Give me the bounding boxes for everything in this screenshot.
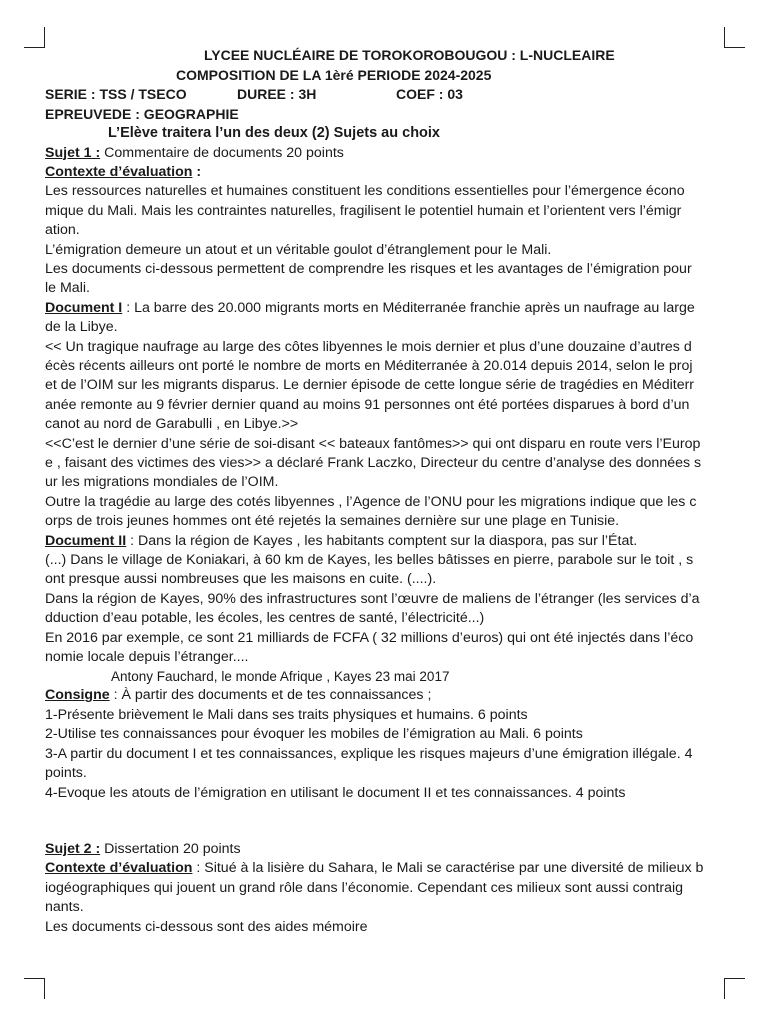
text-line: canot au nord de Garabulli , en Libye.>> bbox=[45, 416, 299, 433]
sujet1-contexte-heading: Contexte d’évaluation : bbox=[45, 163, 202, 180]
crop-mark-top-right bbox=[724, 27, 745, 48]
contexte-label: Contexte d’évaluation bbox=[45, 860, 193, 877]
text-line: Les documents ci-dessous sont des aides mémoire bbox=[45, 918, 368, 935]
question-line: 4-Evoque les atouts de l’émigration en utilisant le document II et tes connaissances. 4 points bbox=[45, 784, 626, 801]
text-line: e , faisant des victimes des vies>> a déclaré Frank Laczko, Directeur du centre d’analyse des données s bbox=[45, 455, 702, 471]
text-line: (...) Dans le village de Koniakari, à 60 km de Kayes, les belles bâtisses en pierre, parabole sur le toit , s bbox=[45, 552, 694, 569]
document1-heading: Document I : La barre des 20.000 migrants morts en Méditerranée franchie après un naufrage au large bbox=[45, 299, 695, 316]
text-line: mique du Mali. Mais les contraintes naturelles, fragilisent le potentiel humain et l’orientent vers l’émigr bbox=[45, 202, 682, 219]
serie-label: SERIE : TSS / TSECO bbox=[45, 86, 187, 102]
text-line: dduction d’eau potable, les écoles, les centres de santé, l’électricité...) bbox=[45, 610, 485, 627]
text-line: Les ressources naturelles et humaines constituent les conditions essentielles pour l’émergence écono bbox=[45, 183, 685, 200]
sujet2-title: Dissertation 20 points bbox=[100, 840, 241, 857]
text-line: Dans la région de Kayes, 90% des infrastructures sont l’œuvre de maliens de l’étranger (les services d’a bbox=[45, 590, 700, 607]
text-line: nomie locale depuis l’étranger.... bbox=[45, 649, 249, 666]
text-line: iogéographiques qui jouent un grand rôle dans l’économie. Cependant ces milieux sont aussi contraig bbox=[45, 879, 684, 896]
crop-mark-bottom-left bbox=[24, 978, 45, 999]
sujet1-label: Sujet 1 : bbox=[45, 144, 101, 161]
document2-source: Antony Fauchard, le monde Afrique , Kayes 23 mai 2017 bbox=[111, 669, 450, 685]
question-line: 2-Utilise tes connaissances pour évoquer les mobiles de l’émigration au Mali. 6 points bbox=[45, 726, 583, 743]
sujet2-contexte-line: Contexte d’évaluation : Situé à la lisière du Sahara, le Mali se caractérise par une diversité de milieux b bbox=[45, 860, 704, 877]
question-line: 1-Présente brièvement le Mali dans ses traits physiques et humains. 6 points bbox=[45, 706, 528, 723]
crop-mark-bottom-right bbox=[724, 978, 745, 999]
text-line: de la Libye. bbox=[45, 319, 118, 336]
question-line: points. bbox=[45, 765, 87, 782]
exam-meta bbox=[45, 85, 735, 105]
text-line: le Mali. bbox=[45, 280, 90, 297]
text-line: Les documents ci-dessous permettent de comprendre les risques et les avantages de l’émigration pour bbox=[45, 260, 692, 277]
text-line: L’émigration demeure un atout et un véritable goulot d’étranglement pour le Mali. bbox=[45, 241, 552, 258]
consigne-label: Consigne bbox=[45, 687, 110, 704]
text-line: ur les migrations mondiales de l’OIM. bbox=[45, 474, 279, 491]
sujet1-title: Commentaire de documents 20 points bbox=[100, 144, 344, 161]
text-line: et de l’OIM sur les migrants disparus. Le dernier épisode de cette longue série de tragédies en Méditerr bbox=[45, 377, 695, 394]
consigne-heading: Consigne : À partir des documents et de tes connaissances ; bbox=[45, 687, 432, 704]
text-line: écès récents ailleurs ont porté le nombre de morts en Méditerranée à 20.014 depuis 2014, selon le proj bbox=[45, 357, 693, 374]
section-gap bbox=[45, 803, 735, 840]
sujet1-heading bbox=[45, 144, 735, 163]
instruction-line: L’Elève traitera l’un des deux (2) Sujets au choix bbox=[108, 125, 440, 141]
exam-title: COMPOSITION DE LA 1èré PERIODE 2024-2025 bbox=[176, 66, 492, 83]
contexte-label: Contexte d’évaluation bbox=[45, 163, 193, 180]
text-line: En 2016 par exemple, ce sont 21 milliards de FCFA ( 32 millions d’euros) qui ont été injectés dans l’éco bbox=[45, 629, 694, 646]
exam-document bbox=[45, 46, 735, 937]
text-line: ont presque aussi nombreuses que les maisons en cuite. (....). bbox=[45, 571, 437, 588]
crop-mark-top-left bbox=[24, 27, 45, 48]
school-title: LYCEE NUCLÉAIRE DE TOROKOROBOUGOU : L-NUCLEAIRE bbox=[204, 47, 615, 63]
coef-label: COEF : 03 bbox=[396, 86, 463, 102]
text-line: nants. bbox=[45, 899, 84, 916]
document2-label: Document II bbox=[45, 532, 127, 549]
text-line: orps de trois jeunes hommes ont été rejetés la semaines dernière sur une plage en Tunisie. bbox=[45, 513, 620, 530]
text-line: <<C’est le dernier d’une série de soi-disant << bateaux fantômes>> qui ont disparu en route vers l’Europ bbox=[45, 435, 701, 452]
epreuve-label: EPREUVEDE : GEOGRAPHIE bbox=[45, 105, 239, 122]
question-line: 3-A partir du document I et tes connaissances, explique les risques majeurs d’une émigration illégale. 4 bbox=[45, 745, 693, 762]
text-line: Outre la tragédie au large des cotés libyennes , l’Agence de l’ONU pour les migrations indique que les c bbox=[45, 493, 697, 510]
text-line: << Un tragique naufrage au large des côtes libyennes le mois dernier et plus d’une douzaine d’autres d bbox=[45, 338, 692, 355]
duree-label: DUREE : 3H bbox=[237, 86, 317, 102]
sujet2-heading bbox=[45, 840, 735, 859]
document2-heading: Document II : Dans la région de Kayes , les habitants comptent sur la diaspora, pas sur l’État. bbox=[45, 532, 638, 549]
sujet2-label: Sujet 2 : bbox=[45, 840, 101, 857]
text-line: anée remonte au 9 février dernier quand au moins 91 personnes ont été portées disparues à bord d’un bbox=[45, 396, 690, 413]
document1-label: Document I bbox=[45, 299, 123, 316]
text-line: ation. bbox=[45, 222, 80, 239]
